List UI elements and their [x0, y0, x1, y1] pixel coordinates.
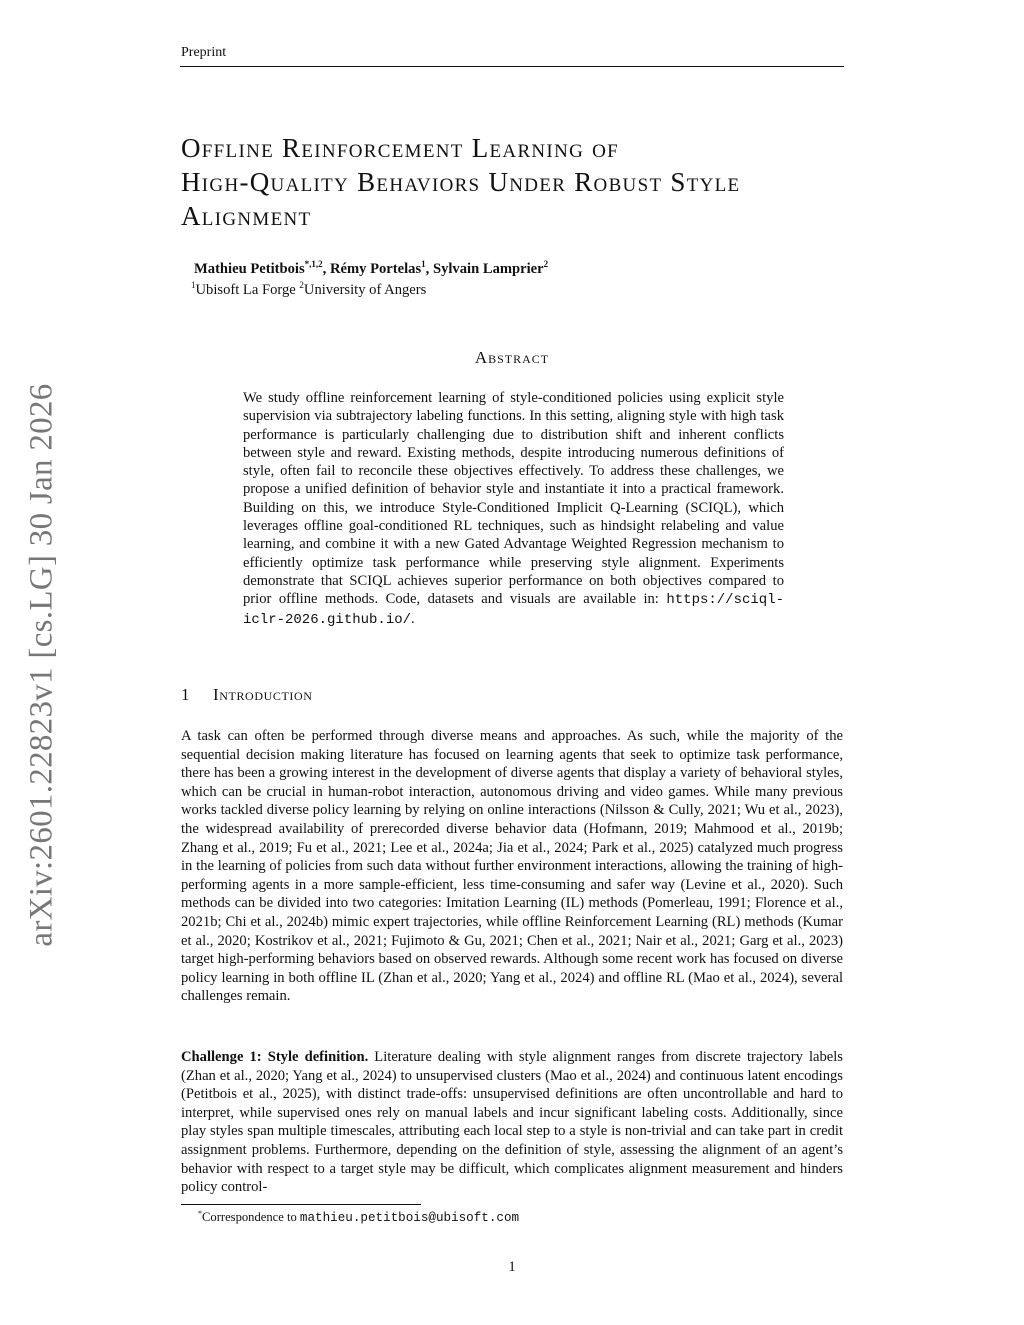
arxiv-identifier: arXiv:2601.22823v1 [cs.LG] 30 Jan 2026: [23, 383, 60, 947]
header-rule: [180, 66, 844, 67]
abstract-body: [243, 389, 784, 629]
author-affiliation-mark: *,1,2: [304, 259, 323, 269]
author-affiliation-mark: 2: [543, 259, 549, 269]
section-number: 1: [181, 685, 191, 704]
title-line-3: Alignment: [181, 201, 312, 231]
author-name: Mathieu Petitbois: [194, 260, 305, 277]
abstract-text: We study offline reinforcement learning of style-conditioned policies using explicit style supervision via subtrajectory labeling functions. In this setting, aligning style with high task performance is particularly challenging due to distribution shift and inherent conflicts between style and reward. Existing methods, despite introducing numerous definitions of style, often fail to reconcile these objectives effectively. To address these challenges, we propose a unified definition of behavior style and instantiate it into a practical framework. Building on this, we introduce Style-Conditioned Implicit Q-Learning (SCIQL), which leverages offline goal-conditioned RL techniques, such as hindsight relabeling and value learning, and combine it with a new Gated Advantage Weighted Regression mechanism to efficiently optimize task performance while preserving style alignment. Experiments demonstrate that SCIQL achieves superior performance on both objectives compared to prior offline methods. Code, datasets and visuals are available in:: [243, 390, 784, 608]
footnote-text: Correspondence to: [202, 1210, 300, 1225]
running-header: Preprint: [181, 45, 227, 60]
section-heading-introduction: [181, 685, 313, 705]
author-name: Sylvain Lamprier: [432, 260, 544, 277]
footnote-marker: *: [198, 1209, 202, 1218]
intro-paragraph: A task can often be performed through diverse means and approaches. As such, while the majority of the sequential decision making literature has focused on learning agents that seek to optimize task performance, there has been a growing interest in the development of diverse agents that display a variety of behavioral styles, which can be crucial in human-robot interaction, autonomous driving and video games. While many previous works tackled diverse policy learning by relying on online interactions (Nilsson & Cully, 2021; Wu et al., 2023), the widespread availability of prerecorded diverse behavior data (Hofmann, 2019; Mahmood et al., 2019b; Zhang et al., 2019; Fu et al., 2021; Lee et al., 2024a; Jia et al., 2024; Park et al., 2025) catalyzed much progress in the learning of policies from such data without further environment interactions, allowing the training of high-performing agents in a more sample-efficient, less time-consuming and safer way (Levine et al., 2020). Such methods can be divided into two categories: Imitation Learning (IL) methods (Pomerleau, 1991; Florence et al., 2021b; Chi et al., 2024b) mimic expert trajectories, while offline Reinforcement Learning (RL) methods (Kumar et al., 2020; Kostrikov et al., 2021; Fujimoto & Gu, 2021; Chen et al., 2021; Nair et al., 2021; Garg et al., 2023) target high-performing behaviors based on observed rewards. Although some recent work has focused on diverse policy learning in both offline IL (Zhan et al., 2020; Yang et al., 2024) and offline RL (Mao et al., 2024), several challenges remain.: [181, 728, 843, 1005]
project-url-link[interactable]: https://sciql-iclr-2026.github.io/: [243, 592, 784, 628]
author-list: [194, 259, 548, 278]
abstract-heading: Abstract: [474, 348, 550, 367]
author-affiliation-mark: 1: [421, 259, 426, 269]
footnote-rule: [181, 1204, 421, 1205]
challenge-paragraph: [181, 1048, 843, 1197]
correspondence-email-link[interactable]: mathieu.petitbois@ubisoft.com: [299, 1211, 520, 1226]
paper-title: [181, 131, 861, 233]
abstract-end: .: [411, 610, 415, 627]
footnote: [198, 1209, 519, 1225]
title-line-2: High-Quality Behaviors Under Robust Style: [181, 167, 741, 197]
challenge-label: Challenge 1: Style definition.: [181, 1049, 369, 1065]
title-line-1: Offline Reinforcement Learning of: [181, 133, 620, 163]
section-title: Introduction: [213, 685, 313, 704]
arxiv-sidebar: [22, 375, 62, 955]
affiliations: [191, 280, 426, 299]
page-number: 1: [508, 1259, 516, 1275]
author-separator: ,: [322, 260, 330, 277]
affiliation-name: University of Angers: [303, 281, 427, 298]
author-name: Rémy Portelas: [329, 260, 422, 277]
affiliation-name: Ubisoft La Forge: [195, 281, 300, 298]
affiliation-mark: 2: [299, 280, 304, 290]
affiliation-mark: 1: [191, 280, 196, 290]
author-separator: ,: [425, 260, 433, 277]
challenge-text: Literature dealing with style alignment ranges from discrete trajectory labels (Zhan et al., 2020; Yang et al., 2024) to unsupervised clusters (Mao et al., 2024) and continuous latent encodings (Petitbois et al., 2025), with distinct trade-offs: unsupervised definitions are often uncontrollable and hard to interpret, while supervised ones rely on manual labels and incur significant labeling costs. Additionally, since play styles span multiple timescales, attributing each local step to a style is non-trivial and can take part in credit assignment problems. Furthermore, depending on the definition of style, assessing the alignment of an agent’s behavior with respect to a target style may be difficult, which complicates alignment measurement and hinders policy control-: [181, 1049, 843, 1196]
